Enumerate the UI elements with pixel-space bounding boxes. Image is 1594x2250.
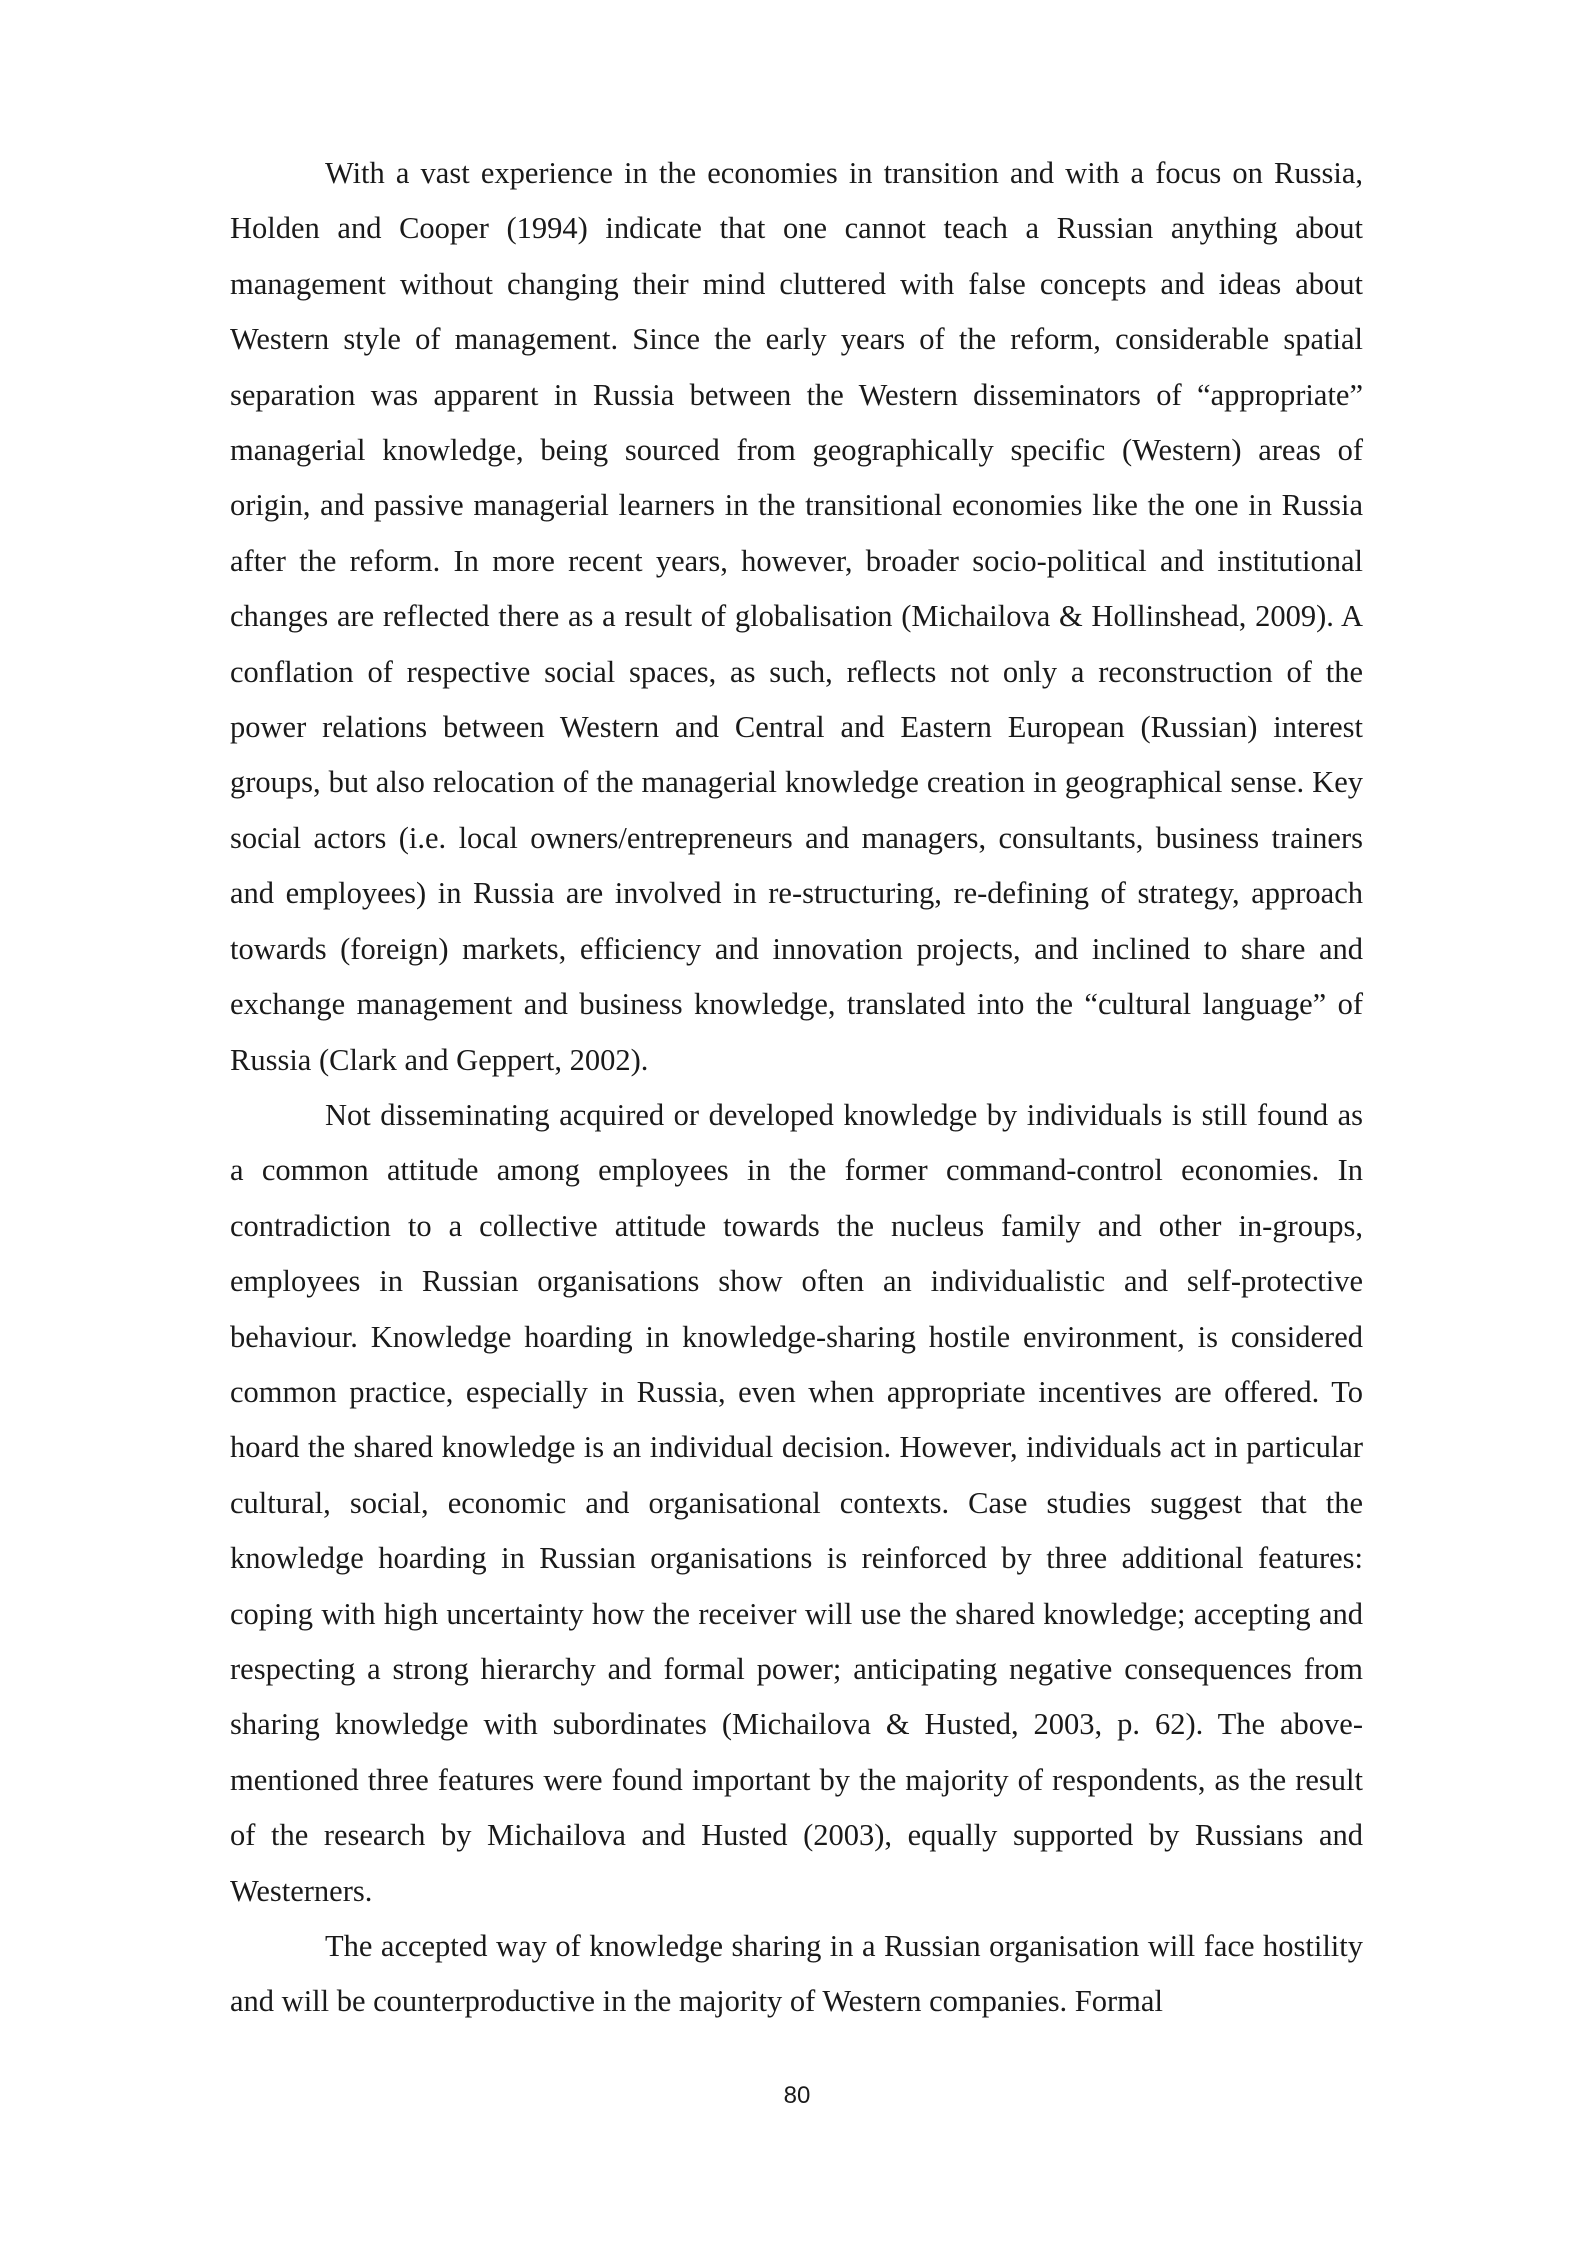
paragraph-2: Not disseminating acquired or developed knowledge by individuals is still found as a common attitude among employees in the former command-control economies. In contradiction to a collective attitude towards the nucleus family and other in-groups, employees in Russian organisations show often an individualistic and self-protective behaviour. Knowledge hoarding in knowledge-sharing hostile environment, is considered common practice, especially in Russia, even when appropriate incentives are offered. To hoard the shared knowledge is an individual decision. However, individuals act in particular cultural, social, economic and organisational contexts. Case studies suggest that the knowledge hoarding in Russian organisations is reinforced by three additional features: coping with high uncertainty how the receiver will use the shared knowledge; accepting and respecting a strong hierarchy and formal power; anticipating negative consequences from sharing knowledge with subordinates (Michailova & Husted, 2003, p. 62). The above-mentioned three features were found important by the majority of respondents, as the result of the research by Michailova and Husted (2003), equally supported by Russians and Westerners.	[230, 1097, 1363, 1908]
body-text	[230, 146, 1363, 2030]
paragraph-3: The accepted way of knowledge sharing in a Russian organisation will face hostility and will be counterproductive in the majority of Western companies. Formal	[230, 1929, 1363, 2019]
page-number: 80	[783, 2082, 811, 2109]
paragraph-1: With a vast experience in the economies in transition and with a focus on Russia, Holden and Cooper (1994) indicate that one cannot teach a Russian anything about management without changing their mind cluttered with false concepts and ideas about Western style of management. Since the early years of the reform, considerable spatial separation was apparent in Russia between the Western disseminators of “appropriate” managerial knowledge, being sourced from geographically specific (Western) areas of origin, and passive managerial learners in the transitional economies like the one in Russia after the reform. In more recent years, however, broader socio-political and institutional changes are reflected there as a result of globalisation (Michailova & Hollinshead, 2009). A conflation of respective social spaces, as such, reflects not only a reconstruction of the power relations between Western and Central and Eastern European (Russian) interest groups, but also relocation of the managerial knowledge creation in geographical sense. Key social actors (i.e. local owners/entrepreneurs and managers, consultants, business trainers and employees) in Russia are involved in re-structuring, re-defining of strategy, approach towards (foreign) markets, efficiency and innovation projects, and inclined to share and exchange management and business knowledge, translated into the “cultural language” of Russia (Clark and Geppert, 2002).	[230, 156, 1363, 1077]
